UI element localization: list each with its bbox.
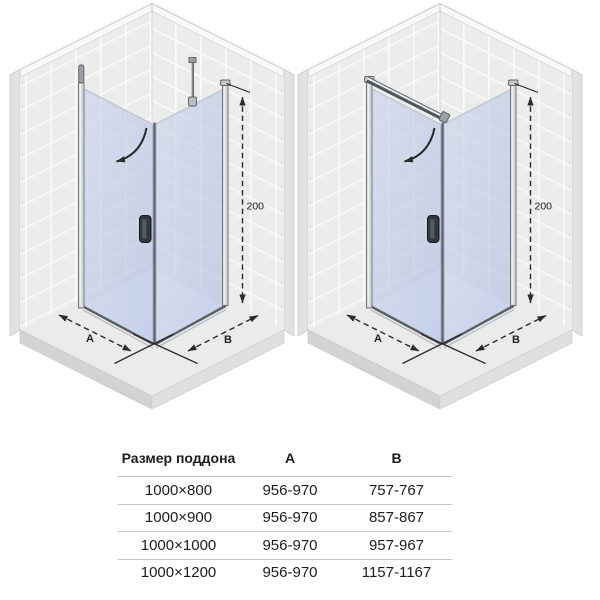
ceiling-brace-glass-clamp	[189, 97, 197, 106]
table-header-size: Размер поддона	[121, 450, 236, 466]
cell-a: 956-970	[262, 564, 318, 582]
table-header-b: B	[391, 450, 402, 466]
table-header-row	[118, 440, 452, 477]
enclosure-diagram-left	[10, 4, 294, 410]
cell-a: 956-970	[262, 536, 318, 554]
table-row	[118, 532, 452, 560]
enclosure-diagram-right	[298, 4, 582, 410]
cell-b: 1157-1167	[361, 564, 432, 582]
cell-b: 957-967	[368, 536, 425, 554]
width-b-label-left: B	[224, 334, 232, 346]
table-row	[118, 477, 452, 505]
width-b-label-right: B	[512, 334, 520, 346]
cell-b: 757-767	[368, 481, 425, 499]
cell-a: 956-970	[262, 481, 318, 499]
ceiling-brace-top-mount	[189, 58, 196, 63]
cell-a: 956-970	[262, 509, 318, 527]
height-dimension-label-right: 200	[534, 200, 553, 213]
cell-b: 857-867	[368, 509, 425, 527]
width-a-label-left: A	[86, 333, 94, 345]
tray-size-table	[118, 440, 452, 586]
cell-size: 1000×1200	[140, 564, 217, 582]
height-dimension-label-left: 200	[246, 200, 265, 213]
table-row	[118, 560, 452, 587]
table-header-a: A	[284, 450, 296, 466]
table-row	[118, 505, 452, 533]
cell-size: 1000×900	[144, 509, 213, 527]
cell-size: 1000×800	[144, 481, 213, 499]
door-hinge-pin	[79, 65, 84, 83]
cell-size: 1000×1000	[140, 536, 217, 554]
width-a-label-right: A	[374, 333, 382, 345]
